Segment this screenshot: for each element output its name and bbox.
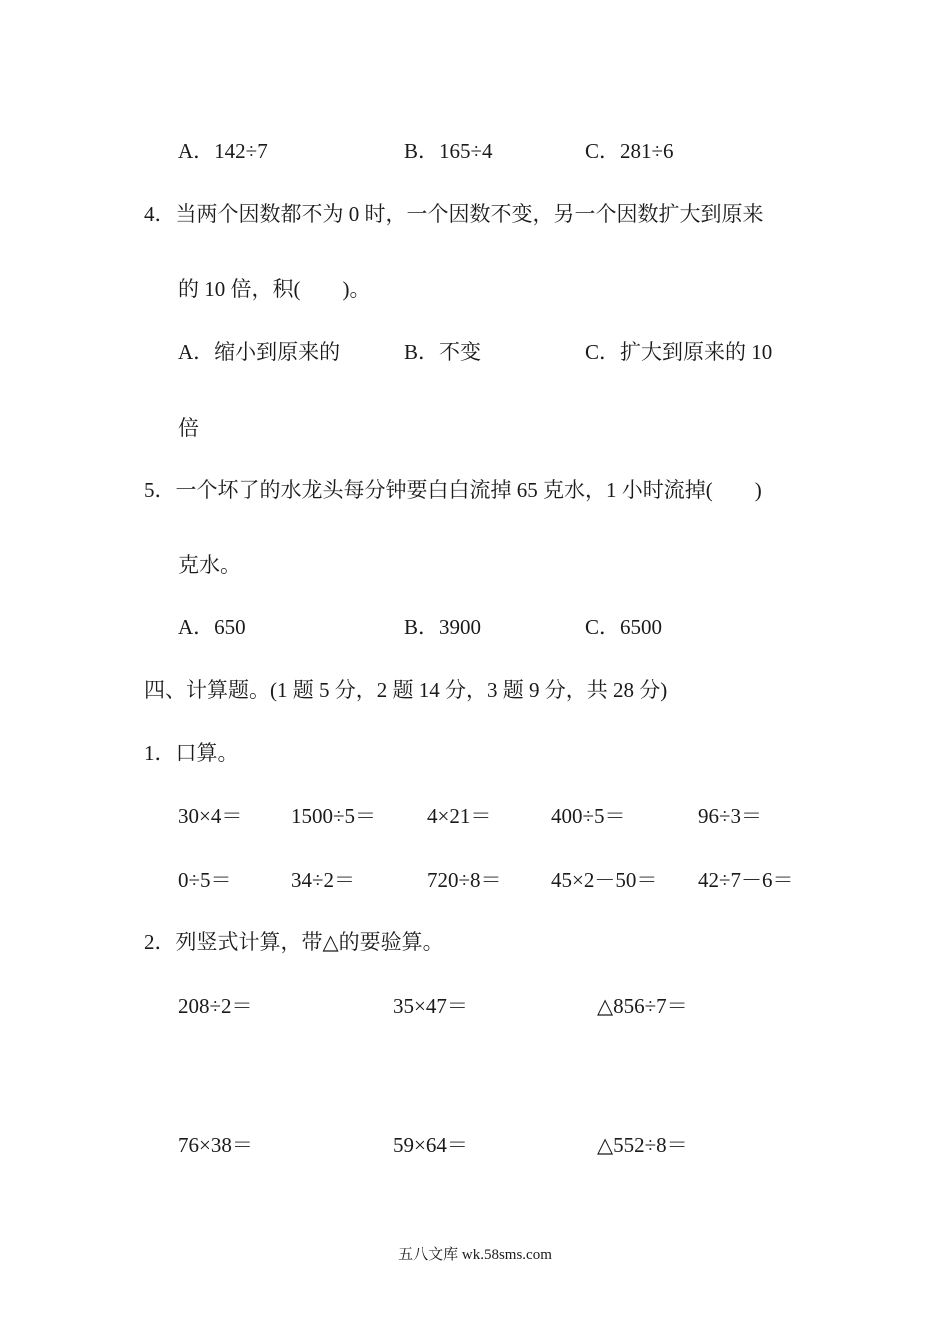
vertical-calc-item: △856÷7＝ [597,994,688,1018]
oral-item: 45×2－50＝ [551,868,658,892]
q4-stem-line2: 的 10 倍，积( )。 [178,277,371,301]
oral-item: 4×21＝ [427,804,492,828]
vertical-calc-item: △552÷8＝ [597,1133,688,1157]
q5-option-a: A．650 [178,615,246,639]
q5-option-b: B．3900 [404,615,482,639]
oral-item: 96÷3＝ [698,804,763,828]
q5-stem-line1: 5．一个坏了的水龙头每分钟要白白流掉 65 克水，1 小时流掉( ) [144,478,762,502]
page-footer: 五八文库 wk.58sms.com [398,1247,552,1263]
oral-item: 0÷5＝ [178,868,232,892]
oral-item: 1500÷5＝ [291,804,377,828]
q4-stem-line1: 4．当两个因数都不为 0 时，一个因数不变，另一个因数扩大到原来 [144,202,764,226]
oral-item: 400÷5＝ [551,804,626,828]
vertical-calc-item: 76×38＝ [178,1133,253,1157]
oral-item: 42÷7－6＝ [698,868,794,892]
oral-item: 720÷8＝ [427,868,502,892]
q3-option-a: A．142÷7 [178,139,268,163]
q3-option-c: C．281÷6 [585,139,674,163]
oral-item: 34÷2＝ [291,868,356,892]
q5-option-c: C．6500 [585,615,663,639]
oral-item: 30×4＝ [178,804,243,828]
vertical-calc-item: 35×47＝ [393,994,468,1018]
q5-stem-line2: 克水。 [178,553,241,577]
section4-heading: 四、计算题。(1 题 5 分，2 题 14 分，3 题 9 分，共 28 分) [144,678,668,702]
q3-option-b: B．165÷4 [404,139,493,163]
q4-option-c-wrap: 倍 [178,416,199,440]
vertical-calc-item: 208÷2＝ [178,994,253,1018]
q4-option-b: B．不变 [404,340,482,364]
q4-option-c: C．扩大到原来的 10 [585,340,773,364]
q4-option-a: A．缩小到原来的 [178,340,341,364]
part1-title: 1．口算。 [144,741,239,765]
part2-title: 2．列竖式计算，带△的要验算。 [144,930,444,954]
vertical-calc-item: 59×64＝ [393,1133,468,1157]
